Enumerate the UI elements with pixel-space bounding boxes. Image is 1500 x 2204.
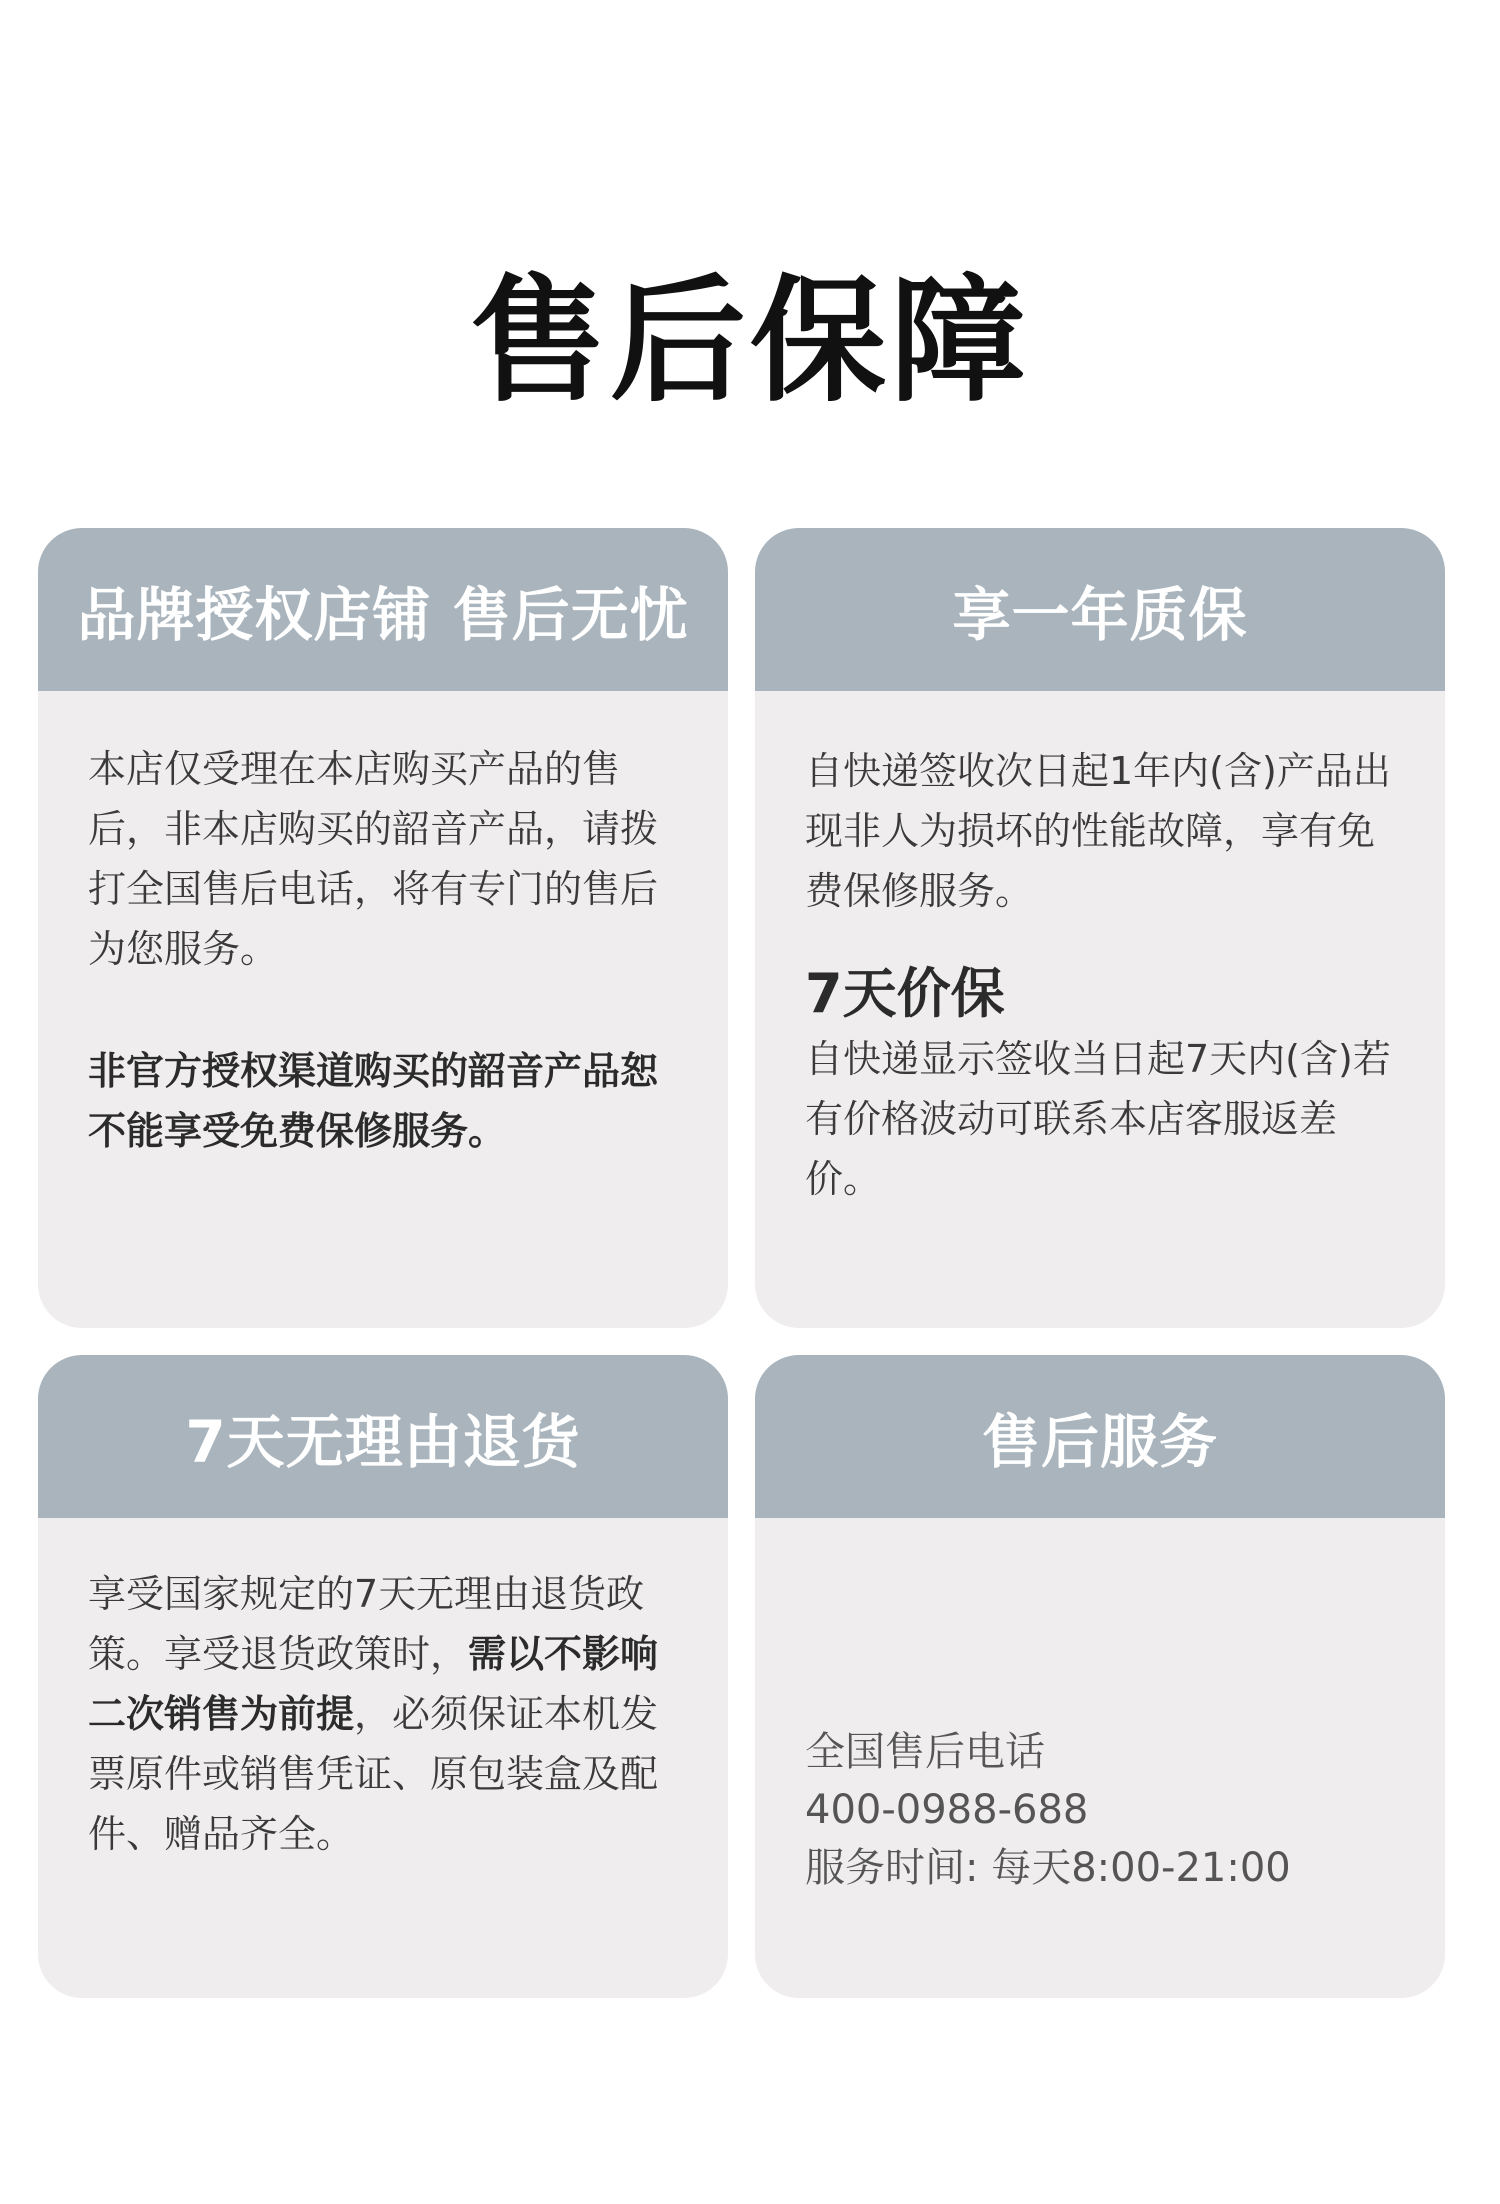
returns-paragraph bbox=[88, 1564, 678, 1864]
authorized-paragraph: 本店仅受理在本店购买产品的售后，非本店购买的韶音产品，请拨打全国售后电话，将有专门的售后为您服务。 bbox=[88, 747, 659, 971]
card-title: 售后服务 bbox=[981, 1407, 1218, 1476]
card-title: 享一年质保 bbox=[952, 580, 1248, 649]
returns-text-part1: 享受国家规定的7天无理由退货政策。享受退货政策时， bbox=[88, 1572, 645, 1676]
card-header bbox=[38, 528, 728, 691]
card-header bbox=[755, 528, 1445, 691]
card-body bbox=[38, 1518, 728, 1864]
card-body bbox=[38, 691, 728, 1161]
authorized-store-card bbox=[38, 528, 728, 1328]
returns-text-bold: 需以不影响二次销售为前提 bbox=[88, 1632, 659, 1736]
authorized-notice: 非官方授权渠道购买的韶音产品恕不能享受免费保修服务。 bbox=[88, 1049, 659, 1153]
warranty-paragraph: 自快递签收次日起1年内(含)产品出现非人为损坏的性能故障，享有免费保修服务。 bbox=[805, 749, 1391, 913]
hotline-number: 400-0988-688 bbox=[805, 1787, 1089, 1833]
price-protect-heading: 7天价保 bbox=[805, 962, 1005, 1025]
hotline-label: 全国售后电话 bbox=[805, 1729, 1045, 1775]
service-card bbox=[755, 1355, 1445, 1998]
card-header bbox=[38, 1355, 728, 1518]
page-title: 售后保障 bbox=[470, 263, 1030, 421]
card-body bbox=[755, 691, 1445, 1209]
card-title: 品牌授权店铺 售后无忧 bbox=[77, 580, 689, 649]
returns-card bbox=[38, 1355, 728, 1998]
service-hours: 服务时间: 每天8:00-21:00 bbox=[805, 1845, 1291, 1891]
price-protect-paragraph: 自快递显示签收当日起7天内(含)若有价格波动可联系本店客服返差价。 bbox=[805, 1037, 1391, 1201]
card-header bbox=[755, 1355, 1445, 1518]
card-title: 7天无理由退货 bbox=[185, 1407, 581, 1476]
returns-text-part2: ，必须保证本机发票原件或销售凭证、原包装盒及配件、赠品齐全。 bbox=[88, 1692, 659, 1856]
warranty-card bbox=[755, 528, 1445, 1328]
card-body bbox=[755, 1518, 1445, 1897]
